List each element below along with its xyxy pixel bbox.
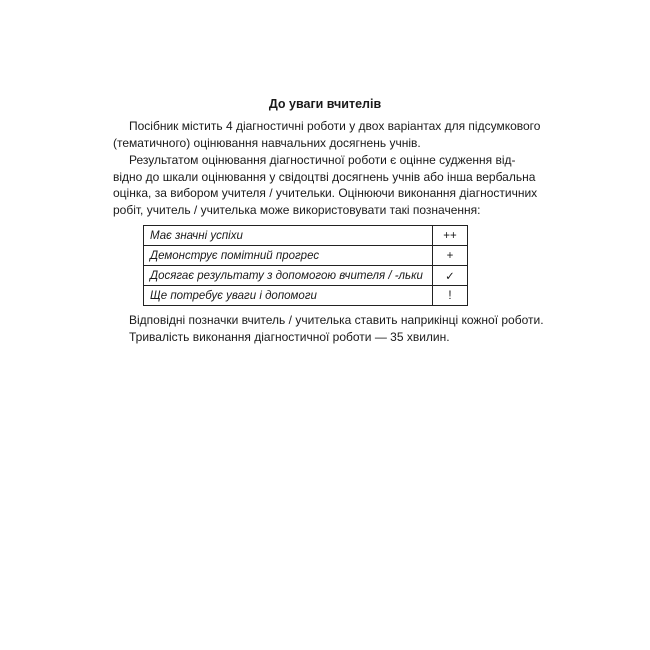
paragraph-line: робіт, учитель / учителька може використовувати такі позначення: <box>113 202 481 217</box>
checkmark-icon: ✓ <box>433 266 468 286</box>
paragraph-line: Результатом оцінювання діагностичної роботи є оцінне судження від- <box>129 153 516 167</box>
mark-description: Демонструє помітний прогрес <box>144 246 433 266</box>
mark-description: Досягає результату з допомогою вчителя / -льки <box>144 266 433 286</box>
page-title: До уваги вчителів <box>268 97 382 111</box>
table-row <box>144 286 468 306</box>
paragraph-line: Відповідні позначки вчитель / учителька ставить наприкінці кожної роботи. <box>129 313 544 327</box>
table-row <box>144 246 468 266</box>
table-row <box>144 226 468 246</box>
paragraph-line: (тематичного) оцінювання навчальних досягнень учнів. <box>113 135 421 150</box>
closing-paragraph <box>113 312 544 345</box>
intro-paragraph <box>113 118 541 151</box>
paragraph-line: оцінка, за вибором учителя / учительки. Оцінюючи виконання діагностичних <box>113 186 538 200</box>
mark-symbol: + <box>433 246 468 266</box>
paragraph-line: Посібник містить 4 діагностичні роботи у двох варіантах для підсумкового <box>129 119 541 133</box>
mark-symbol: ++ <box>433 226 468 246</box>
table-row <box>144 266 468 286</box>
assessment-paragraph <box>113 152 541 218</box>
mark-symbol: ! <box>433 286 468 306</box>
paragraph-line: Тривалість виконання діагностичної роботи — 35 хвилин. <box>129 329 450 344</box>
mark-description: Має значні успіхи <box>144 226 433 246</box>
mark-description: Ще потребує уваги і допомоги <box>144 286 433 306</box>
marks-table <box>143 225 468 306</box>
paragraph-line: відно до шкали оцінювання у свідоцтві досягнень учнів або інша вербальна <box>113 169 536 184</box>
